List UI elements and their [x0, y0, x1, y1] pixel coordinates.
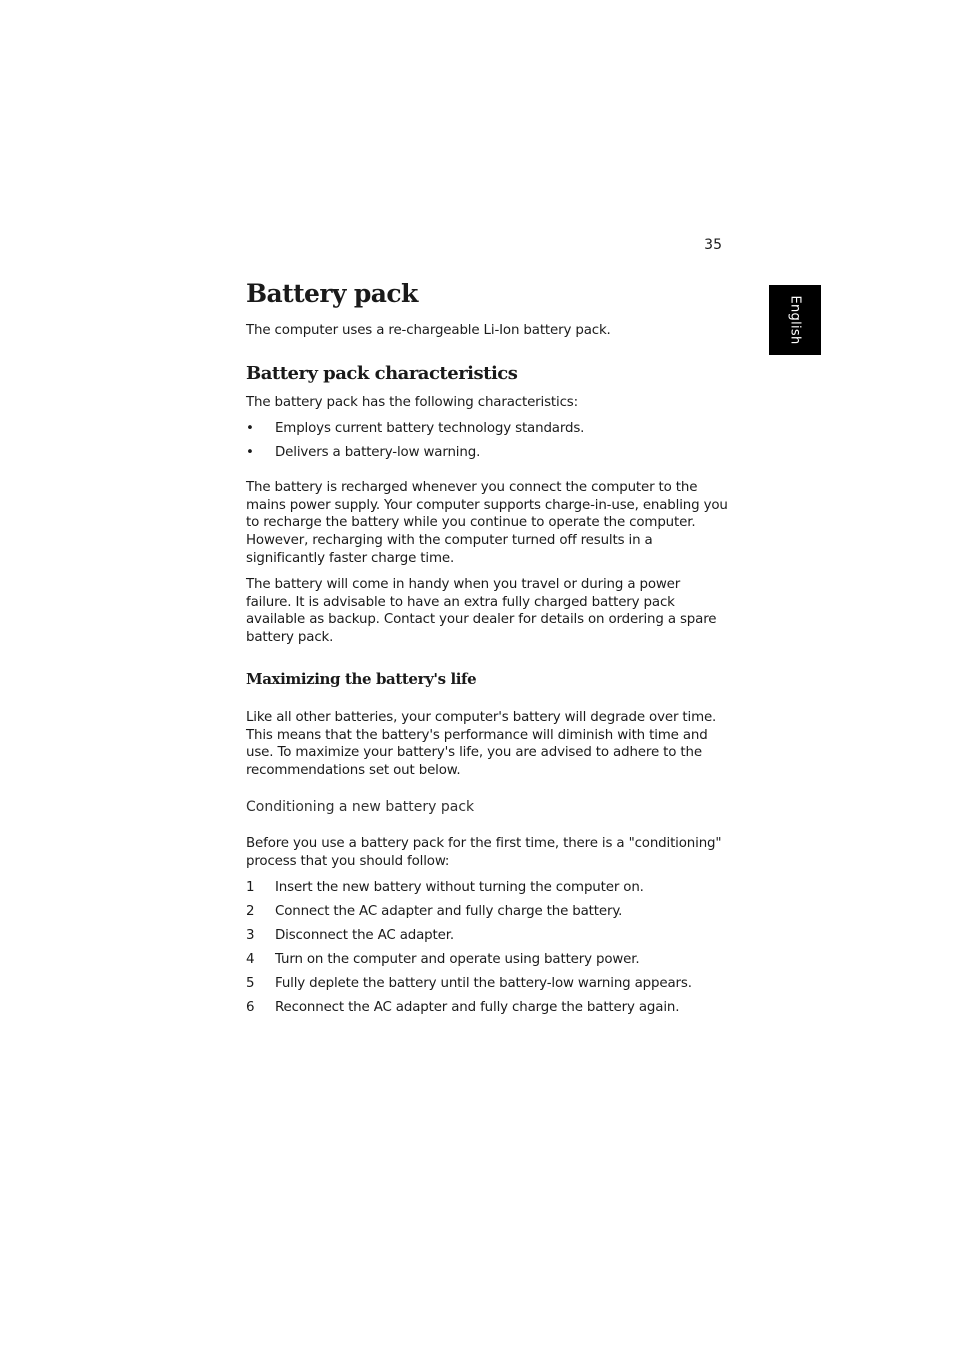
step-number: 3	[246, 928, 255, 943]
step-number: 5	[246, 976, 255, 991]
bullet-text: Employs current battery technology standards.	[275, 421, 585, 436]
language-tab-label: English	[787, 295, 803, 345]
step-number: 1	[246, 880, 255, 895]
step-text: Connect the AC adapter and fully charge the battery.	[275, 904, 623, 919]
page-number: 35	[704, 237, 722, 253]
bullet-marker: •	[246, 445, 254, 460]
intro-paragraph: The computer uses a re-chargeable Li-Ion battery pack.	[246, 323, 611, 338]
maximizing-heading: Maximizing the battery's life	[246, 670, 477, 688]
step-text: Turn on the computer and operate using battery power.	[275, 952, 640, 967]
step-text: Reconnect the AC adapter and fully charge the battery again.	[275, 1000, 680, 1015]
conditioning-heading: Conditioning a new battery pack	[246, 799, 475, 815]
step-number: 6	[246, 1000, 255, 1015]
language-tab	[769, 285, 821, 355]
bullet-marker: •	[246, 421, 254, 436]
step-text: Disconnect the AC adapter.	[275, 928, 454, 943]
step-number: 4	[246, 952, 255, 967]
step-number: 2	[246, 904, 255, 919]
characteristics-heading: Battery pack characteristics	[246, 363, 518, 384]
maximizing-paragraph: Like all other batteries, your computer's battery will degrade over time. This means that the battery's performance will diminish with time and use. To maximize your battery's life, you are advised to adhere to the recommendations set out below.	[246, 710, 717, 779]
backup-paragraph: The battery will come in handy when you travel or during a power failure. It is advisable to have an extra fully charged battery pack available as backup. Contact your dealer for details on ordering a spare battery pack.	[246, 577, 717, 646]
step-text: Fully deplete the battery until the battery-low warning appears.	[275, 976, 692, 991]
page-title: Battery pack	[246, 279, 418, 308]
conditioning-lead: Before you use a battery pack for the first time, there is a "conditioning" process that you should follow:	[246, 836, 722, 869]
step-text: Insert the new battery without turning the computer on.	[275, 880, 644, 895]
recharge-paragraph: The battery is recharged whenever you connect the computer to the mains power supply. Your computer supports charge-in-use, enabling you to recharge the battery while you continue to operate the computer. However, recharging with the computer turned off results in a significantly faster charge time.	[246, 480, 728, 566]
characteristics-lead: The battery pack has the following characteristics:	[246, 395, 578, 410]
bullet-text: Delivers a battery-low warning.	[275, 445, 481, 460]
